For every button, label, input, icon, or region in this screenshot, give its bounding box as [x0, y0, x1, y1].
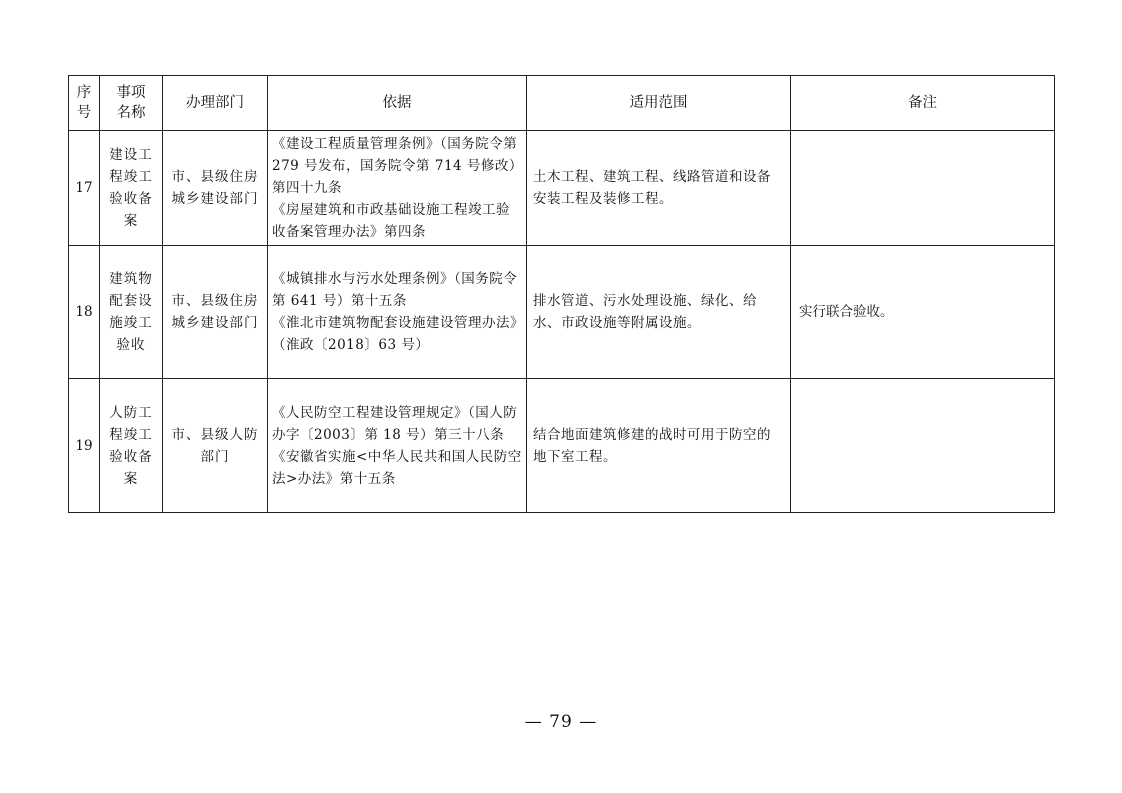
header-name: 事项名称: [100, 76, 163, 131]
header-remark: 备注: [791, 76, 1055, 131]
row-basis: [268, 379, 527, 513]
row-dept: 市、县级住房城乡建设部门: [163, 131, 268, 246]
basis-item: 《安徽省实施<中华人民共和国人民防空法>办法》第十五条: [272, 448, 522, 487]
row-no: 19: [69, 379, 100, 513]
basis-item: 《人民防空工程建设管理规定》（国人防办字〔2003〕第 18 号）第三十八条: [272, 404, 518, 443]
row-name: 建设工程竣工验收备案: [100, 131, 163, 246]
row-no: 17: [69, 131, 100, 246]
row-remark: [791, 131, 1055, 246]
basis-item: 《房屋建筑和市政基础设施工程竣工验收备案管理办法》第四条: [272, 202, 510, 240]
row-basis: [268, 246, 527, 379]
row-scope: 土木工程、建筑工程、线路管道和设备安装工程及装修工程。: [527, 131, 791, 246]
row-name: 建筑物配套设施竣工验收: [100, 246, 163, 379]
header-scope: 适用范围: [527, 76, 791, 131]
row-basis: [268, 131, 527, 246]
table-row: [69, 379, 1055, 513]
basis-item: 《淮北市建筑物配套设施建设管理办法》（淮政〔2018〕63 号）: [272, 315, 518, 353]
table-row: [69, 131, 1055, 246]
row-no: 18: [69, 246, 100, 379]
row-dept: 市、县级人防部门: [163, 379, 268, 513]
header-basis: 依据: [268, 76, 527, 131]
page-number: — 79 —: [524, 712, 598, 732]
table-header-row: [69, 76, 1055, 131]
row-name: 人防工程竣工验收备案: [100, 379, 163, 513]
basis-item: 《建设工程质量管理条例》（国务院令第 279 号发布，国务院令第 714 号修改）第四十九条: [272, 136, 518, 196]
row-scope: 排水管道、污水处理设施、绿化、给水、市政设施等附属设施。: [527, 246, 791, 379]
basis-item: 《城镇排水与污水处理条例》（国务院令第 641 号）第十五条: [272, 271, 518, 309]
header-dept: 办理部门: [163, 76, 268, 131]
row-remark: [791, 379, 1055, 513]
header-no: 序号: [69, 76, 100, 131]
row-dept: 市、县级住房城乡建设部门: [163, 246, 268, 379]
table-row: [69, 246, 1055, 379]
matters-table: [68, 75, 1055, 513]
row-scope: 结合地面建筑修建的战时可用于防空的地下室工程。: [527, 379, 791, 513]
row-remark: 实行联合验收。: [791, 246, 1055, 379]
